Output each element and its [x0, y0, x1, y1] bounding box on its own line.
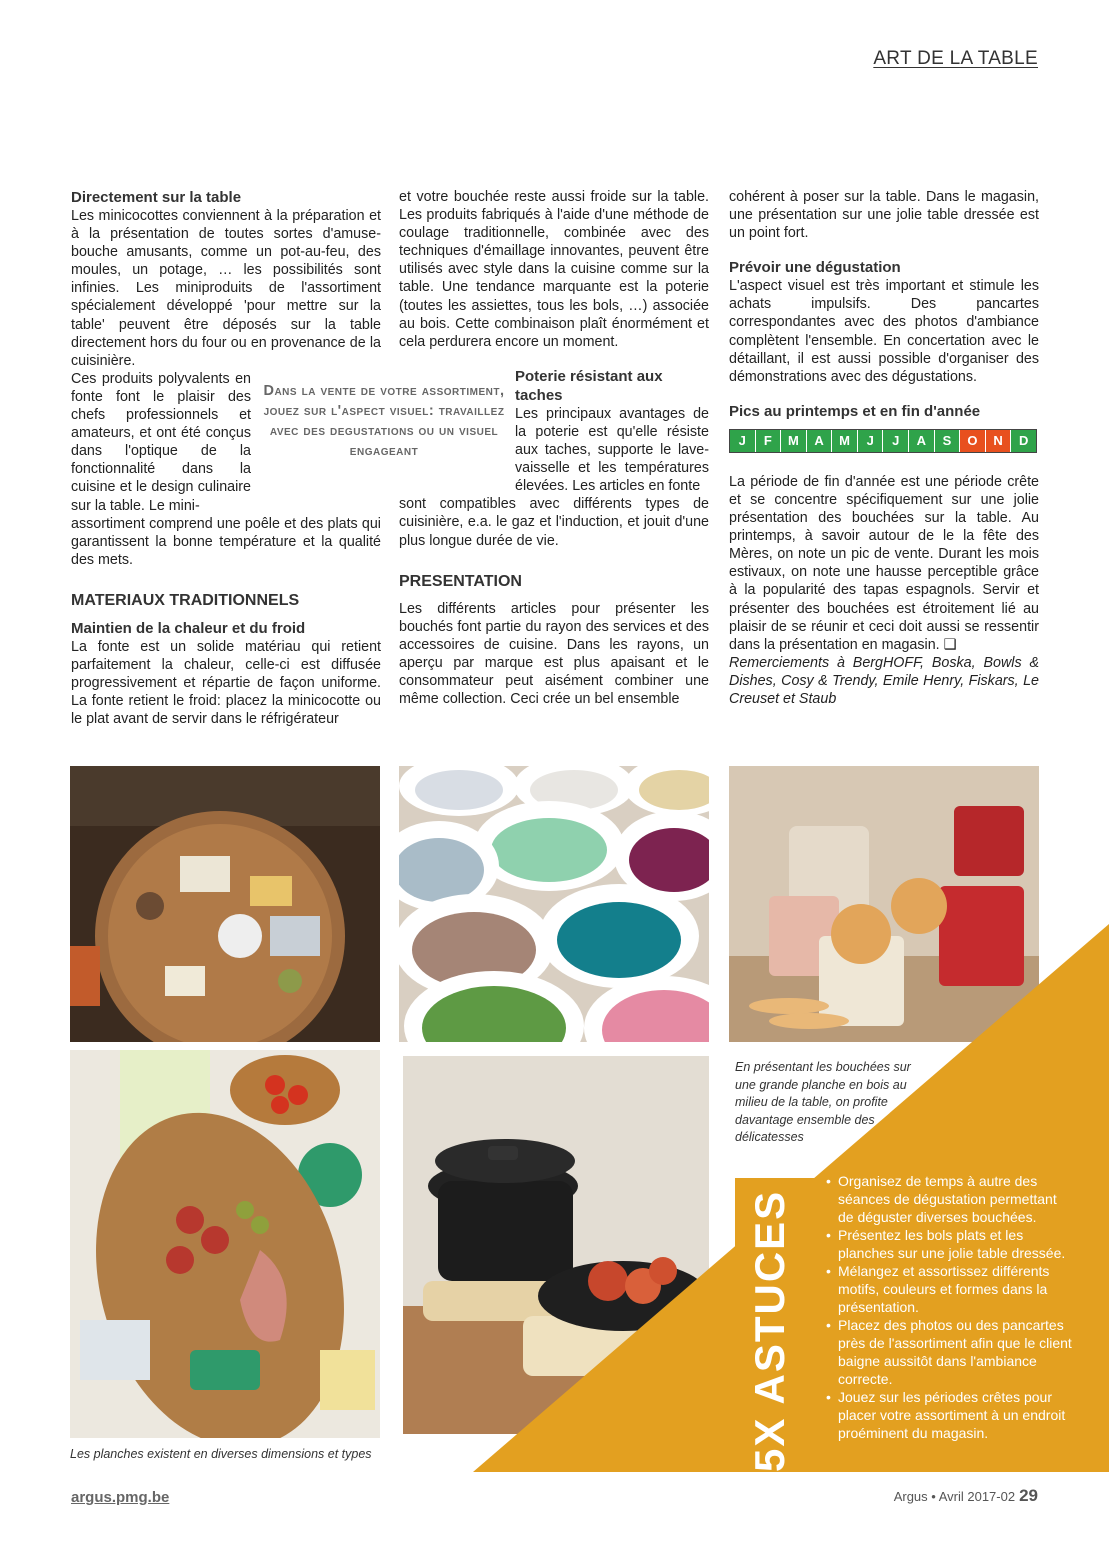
paragraph-continuation: et votre bouchée reste aussi froide sur la table. Les produits fabriqués à l'aide d'une méthode de coulage traditionnelle, combinée avec des techniques d'émaillage innovantes, peuvent être utilisés avec style dans la cuisine comme sur la table. Une tendance marquante est la poterie (toutes les assiettes, tous les bols, …) associée au bois. Cette combinaison plaît énormément et cela perdurera encore un moment.	[399, 189, 709, 350]
tip-item: • Jouez sur les périodes crêtes pour placer votre assortiment à un endroit proéminent du magasin.	[826, 1388, 1076, 1442]
paragraph-coherent: cohérent à poser sur la table. Dans le magasin, une présentation sur une jolie table dressée est un point fort.	[729, 189, 1039, 242]
month-cell: M	[832, 430, 858, 452]
heading-degustation: Prévoir une dégustation	[729, 259, 901, 277]
caption-planche: En présentant les bouchées sur une grande planche en bois au milieu de la table, on profite davantage ensemble des délicatesses	[735, 1060, 911, 1144]
month-cell: A	[807, 430, 833, 452]
footer-issue	[894, 1486, 1038, 1506]
paragraph-degustation: L'aspect visuel est très important et stimule les achats impulsifs. Des pancartes correspondantes avec des photos d'ambiance complètent l'ensemble. En concertation avec le détaillant, il est aussi possible d'organiser des démonstrations avec des dégustations.	[729, 278, 1039, 385]
month-cell: J	[883, 430, 909, 452]
tip-item: • Mélangez et assortissez différents motifs, couleurs et formes dans la présentation.	[826, 1262, 1076, 1316]
paragraph-periode: La période de fin d'année est une période crête et se concentre spécifiquement sur une jolie présentation des bouchées sur la table. Au printemps, à savoir autour de le la fête des Mères, on note un pic de vente. Durant les mois estivaux, on note une hausse perceptible grâce à la popularité des tapas espagnols. Servir et présenter des bouchées est étroitement lié au plaisir de se réunir et ceci doit aussi se ressentir dans la présentation en magasin. ❑	[729, 473, 1039, 653]
caption-planches: Les planches existent en diverses dimensions et types	[70, 1447, 372, 1461]
paragraph-poterie: Les principaux avantages de la poterie est qu'elle résiste aux taches, supporte le lave-vaisselle et les températures élevées. Les articles en fonte	[515, 405, 709, 495]
tip-item: • Organisez de temps à autre des séances de dégustation permettant de déguster diverses bouchées.	[826, 1172, 1076, 1226]
month-cell: J	[730, 430, 756, 452]
astuces-title: 5X ASTUCES	[746, 1189, 793, 1472]
month-cell: M	[781, 430, 807, 452]
month-cell: S	[935, 430, 961, 452]
pull-quote: Dans la vente de votre assortiment, jouez sur l'aspect visuel: travaillez avec des degustations ou un visuel engageant	[263, 383, 505, 459]
month-cell: D	[1011, 430, 1036, 452]
paragraph-remerciements: Remerciements à BergHOFF, Boska, Bowls & Dishes, Cosy & Trendy, Emile Henry, Fiskars, Le Creuset et Staub	[729, 654, 1039, 707]
heading-materiaux: MATERIAUX TRADITIONNELS	[71, 591, 300, 609]
paragraph-poterie-end: sont compatibles avec différents types de cuisinière, e.a. le gaz et l'induction, et jouit d'une plus longue durée de vie.	[399, 496, 709, 549]
paragraph-maintien: La fonte est un solide matériau qui retient parfaitement la chaleur, celle-ci est diffusée progressivement et répartie de façon uniforme. La fonte retient le froid: placez la minicocotte ou le plat avant de servir dans le réfrigérateur	[71, 638, 381, 728]
footer-issue-label: Argus • Avril 2017-02	[893, 1489, 1016, 1504]
paragraph-presentation: Les différents articles pour présenter les bouchés font partie du rayon des services et des accessoires de cuisine. Dans les rayons, un aperçu par marque est plus apaisant et le consommateur peut aisément combiner une même collection. Ceci crée un bel ensemble	[399, 600, 709, 708]
heading-poterie: Poterie résistant aux taches	[515, 367, 663, 404]
heading-presentation: PRESENTATION	[399, 572, 522, 590]
month-cell: N	[986, 430, 1012, 452]
month-cell: F	[756, 430, 782, 452]
heading-pics: Pics au printemps et en fin d'année	[729, 402, 981, 420]
paragraph-produits-end: assortiment comprend une poêle et des plats qui garantissent la bonne température et la qualité des mets.	[71, 515, 381, 568]
month-cell: O	[960, 430, 986, 452]
astuces-tips	[826, 1172, 1076, 1442]
tip-item: • Placez des photos ou des pancartes près de l'assortiment afin que le client baigne aussitôt dans l'ambiance correcte.	[826, 1316, 1076, 1388]
paragraph-produits: Ces produits polyvalents en fonte font le plaisir des chefs professionnels et amateurs, et ont été conçus dans l'optique de la fonctionnalité dans la cuisine et le design culinaire sur la table. Le mini-	[71, 370, 251, 514]
footer-website[interactable]: argus.pmg.be	[71, 1489, 170, 1506]
month-cell: A	[909, 430, 935, 452]
paragraph-directement: Les minicocottes conviennent à la préparation et à la présentation de toutes sortes d'amuse-bouche amusants, comme un pot-au-feu, des moules, un potage, … les possibilités sont infinies. Les miniproduits de l'assortiment spécialement développé 'pour mettre sur la table' peuvent être déposés sur la table directement hors du four ou en provenance de la cuisinière.	[71, 208, 381, 369]
month-cell: J	[858, 430, 884, 452]
heading-maintien: Maintien de la chaleur et du froid	[71, 619, 306, 637]
section-label: ART DE LA TABLE	[873, 48, 1038, 69]
tip-item: • Présentez les bols plats et les planches sur une jolie table dressée.	[826, 1226, 1076, 1262]
heading-directement: Directement sur la table	[71, 189, 242, 206]
page-number: 29	[1019, 1486, 1038, 1505]
